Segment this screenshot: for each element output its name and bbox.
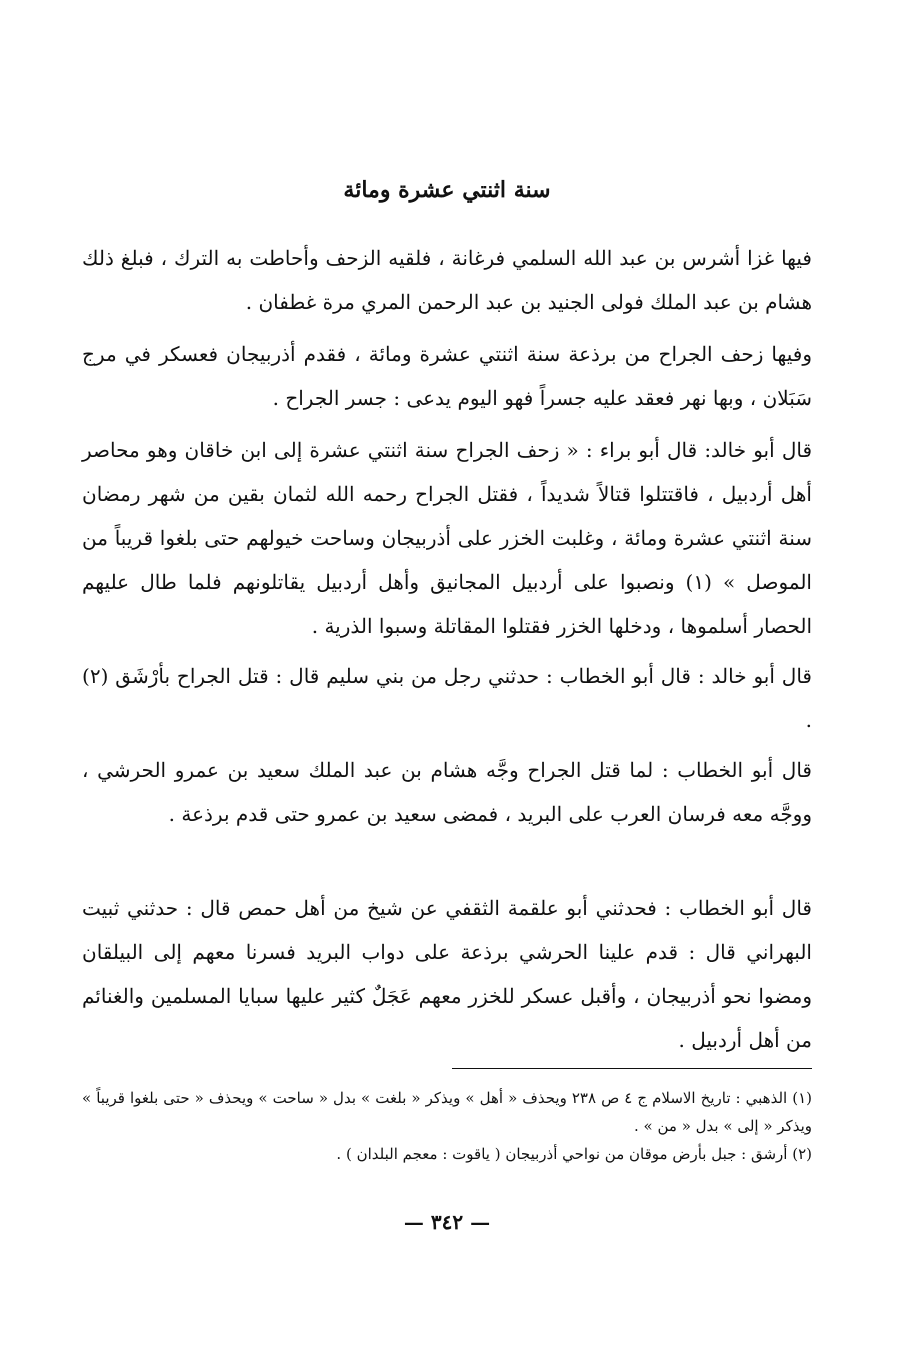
paragraph-6: قال أبو الخطاب : فحدثني أبو علقمة الثقفي عن شيخ من أهل حمص قال : حدثني ثبيت البهراني قال : قدم علينا الحرشي برذعة على دواب البريد فسرنا معهم إلى البيلقان ومضوا نحو أذربيجان ، وأقبل عسكر للخزر معهم عَجَلٌ كثير عليها سبايا المسلمين والغنائم من أهل أردبيل .: [82, 896, 812, 1052]
footnote-separator: [452, 1068, 812, 1069]
document-page: [82, 0, 812, 1362]
footnotes: [82, 1084, 812, 1168]
paragraph-4: قال أبو خالد : قال أبو الخطاب : حدثني رجل من بني سليم قال : قتل الجراح بأرْشَق (٢) .: [82, 664, 812, 732]
paragraph-5: قال أبو الخطاب : لما قتل الجراح وجَّه هشام بن عبد الملك سعيد بن عمرو الحرشي ، ووجَّه معه فرسان العرب على البريد ، فمضى سعيد بن عمرو حتى قدم برذعة .: [82, 758, 812, 826]
paragraph-1: فيها غزا أشرس بن عبد الله السلمي فرغانة ، فلقيه الزحف وأحاطت به الترك ، فبلغ ذلك هشام بن عبد الملك فولى الجنيد بن عبد الرحمن المري مرة غطفان .: [82, 246, 812, 314]
page-number: — ٣٤٢ —: [403, 1210, 491, 1234]
footnote-2: (٢) أرشق : جبل بأرض موقان من نواحي أذربيجان ( ياقوت : معجم البلدان ) .: [336, 1145, 812, 1163]
section-title: سنة اثنتي عشرة ومائة: [343, 177, 551, 203]
paragraph-3: قال أبو خالد: قال أبو براء : « زحف الجراح سنة اثنتي عشرة إلى ابن خاقان وهو محاصر أهل أردبيل ، فاقتتلوا قتالاً شديداً ، فقتل الجراح رحمه الله لثمان بقين من شهر رمضان سنة اثنتي عشرة ومائة ، وغلبت الخزر على أذربيجان وساحت خيولهم حتى بلغوا قريباً من الموصل » (١) ونصبوا على أردبيل المجانيق وأهل أردبيل يقاتلونهم فلما طال عليهم الحصار أسلموها ، ودخلها الخزر فقتلوا المقاتلة وسبوا الذرية .: [82, 438, 812, 638]
footnote-1: (١) الذهبي : تاريخ الاسلام ج ٤ ص ٢٣٨ ويحذف « أهل » ويذكر « بلغت » بدل « ساحت » ويحذف « حتى بلغوا قريباً » ويذكر « إلى » بدل « من » .: [82, 1089, 812, 1135]
paragraph-2: وفيها زحف الجراح من برذعة سنة اثنتي عشرة ومائة ، فقدم أذربيجان فعسكر في مرج سَبَلان ، وبها نهر فعقد عليه جسراً فهو اليوم يدعى : جسر الجراح .: [82, 342, 813, 410]
